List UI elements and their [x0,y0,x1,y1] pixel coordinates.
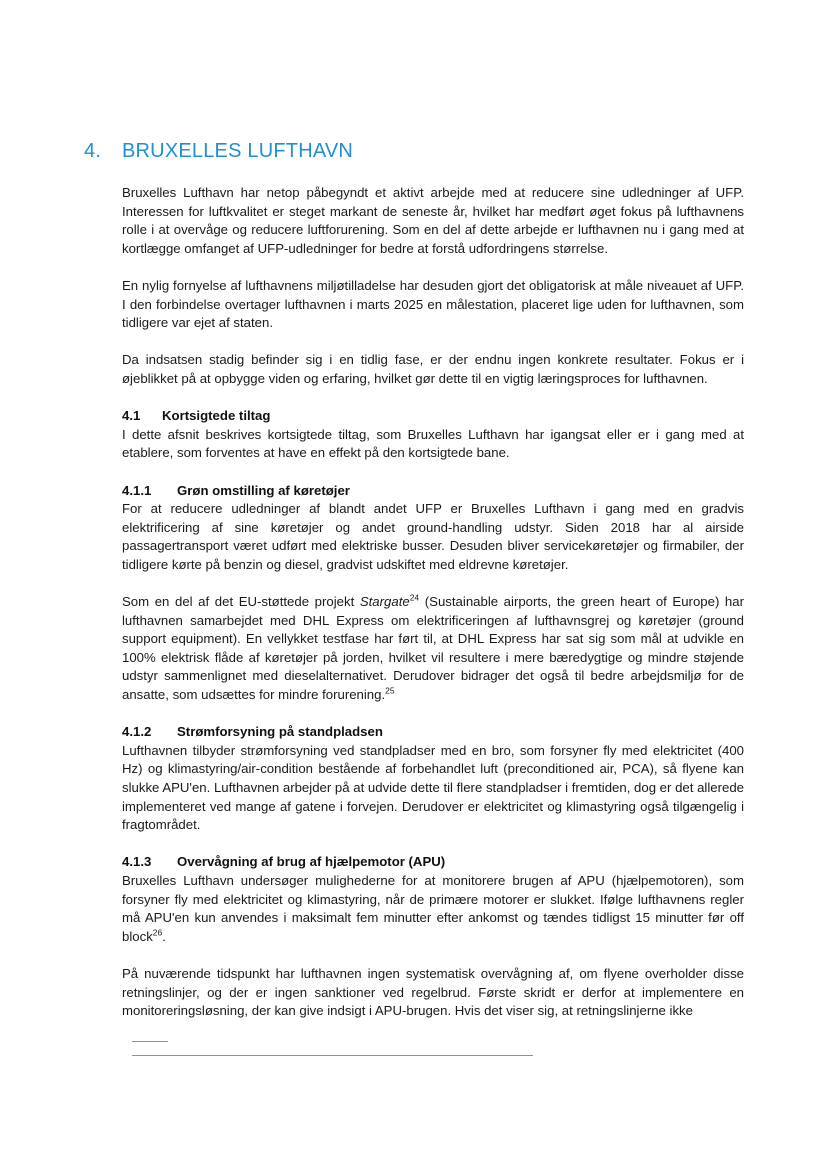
chapter-number: 4. [84,140,102,162]
section-number: 4.1 [122,408,141,424]
section-4-1-paragraph: I dette afsnit beskrives kortsigtede tiltag, som Bruxelles Lufthavn har igangsat eller er i gang med at etablere, som forventes at have en effekt på den kortsigtede bane. [122,426,744,461]
paragraph-end: . [162,928,166,944]
body-text [122,184,744,1039]
footnote-ref-26[interactable]: 26 [152,927,163,938]
section-heading-4-1-1 [122,482,744,501]
section-title: Overvågning af brug af hjælpemotor (APU) [177,854,446,870]
section-4-1-2-paragraph: Lufthavnen tilbyder strømforsyning ved standpladser med en bro, som forsyner fly med elektricitet (400 Hz) og klimastyring/air-condition bestående af forbehandlet luft (preconditioned air, PCA), så flyene kan slukke APU'en. Lufthavnen arbejder på at udvide dette til flere standpladser i fremtiden, dog er det allerede implementeret ved mange af gatene i forvejen. Derudover er elektricitet og klimastyring også tilgængelig i fragtområdet. [122,742,744,833]
section-heading-4-1-3 [122,853,744,872]
paragraph-text: Som en del af det EU-støttede projekt [122,594,360,610]
section-number: 4.1.2 [122,724,152,740]
intro-paragraph-3: Da indsatsen stadig befinder sig i en tidlig fase, er der endnu ingen konkrete resultater. Fokus er i øjeblikket på at opbygge viden og erfaring, hvilket gør dette til en vigtig læringsproces for lufthavnen. [122,352,744,386]
section-4-1-1-paragraph-1: For at reducere udledninger af blandt andet UFP er Bruxelles Lufthavn i gang med en gradvis elektrificering af sine køretøjer og andet ground-handling udstyr. Siden 2018 har al airside passagertransport været udført med elektriske busser. Desuden bliver servicekøretøjer og firmabiler, der tidligere kørte på benzin og diesel, gradvist udskiftet med eldrevne køretøjer. [122,501,744,572]
intro-paragraph-1: Bruxelles Lufthavn har netop påbegyndt et aktivt arbejde med at reducere sine udledninger af UFP. Interessen for luftkvalitet er steget markant de seneste år, hvilket har medført øget fokus på lufthavnens rolle i at overvåge og reducere luftforurening. Som en del af dette arbejde er lufthavnen nu i gang med at kortlægge omfanget af UFP-udledninger for bedre at forstå udfordringens størrelse. [122,185,744,256]
section-heading-4-1-2 [122,723,744,742]
section-4-1-1-paragraph-2 [122,593,744,705]
footnote-separator-long [132,1055,533,1056]
section-title: Kortsigtede tiltag [162,408,271,424]
section-4-1-3-paragraph-2: På nuværende tidspunkt har lufthavnen ingen systematisk overvågning af, om flyene overholder disse retningslinjer, og der er ingen sanktioner ved regelbrud. Første skridt er derfor at implementere en monitoreringsløsning, der kan give indsigt i APU-brugen. Hvis det viser sig, at retningslinjerne ikke [122,965,744,1019]
section-heading-4-1 [122,407,744,426]
chapter-heading [84,140,353,163]
project-name: Stargate [359,594,410,610]
footnote-separator-short [132,1041,168,1042]
section-title: Strømforsyning på standpladsen [177,724,383,740]
section-4-1-3-paragraph-1 [122,872,744,946]
chapter-title: BRUXELLES LUFTHAVN [122,140,354,162]
intro-paragraph-2: En nylig fornyelse af lufthavnens miljøtilladelse har desuden gjort det obligatorisk at måle niveauet af UFP. I den forbindelse overtager lufthavnen i marts 2025 en målestation, placeret lige uden for lufthavnen, som tidligere var ejet af staten. [122,277,744,331]
paragraph-text: Bruxelles Lufthavn undersøger mulighederne for at monitorere brugen af APU (hjælpemotoren), som forsyner fly med elektricitet og klimastyring, når de primære motorer er slukket. Ifølge lufthavnens regler må APU'en kun anvendes i maksimalt fem minutter efter ankomst og tændes tidligst 15 minutter før off block [122,872,744,944]
footnote-ref-25[interactable]: 25 [385,685,395,696]
paragraph-text: (Sustainable airports, the green heart of Europe) har lufthavnen samarbejdet med DHL Express om elektrificeringen af lufthavnsgrej og køretøjer (ground support equipment). En vellykket testfase har ført til, at DHL Express har sat sig som mål at udvikle en 100% elektrisk flåde af køretøjer på jorden, hvilket vil resultere i mere bæredygtige og mindre støjende udstyr sammenlignet med dieselalternativet. Derudover bidrager det også til bedre arbejdsmiljø for de ansatte, som udsættes for mindre forurening. [122,594,744,703]
section-number: 4.1.1 [122,482,152,498]
footnote-ref-24[interactable]: 24 [409,592,420,603]
section-title: Grøn omstilling af køretøjer [177,482,350,498]
section-number: 4.1.3 [122,854,152,870]
